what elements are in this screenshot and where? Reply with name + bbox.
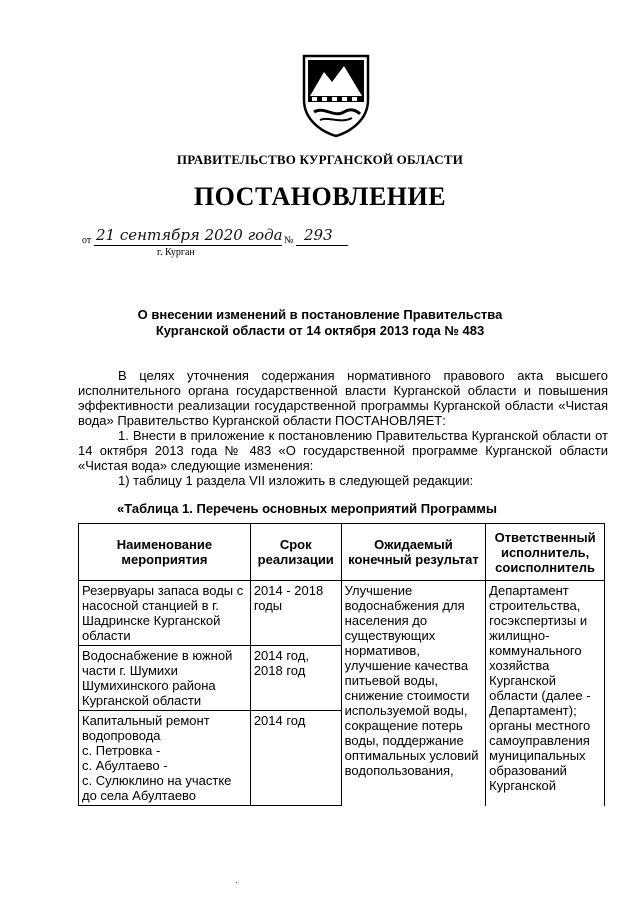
row-name: Капитальный ремонт водопровода с. Петровка - с. Абултаево - с. Сулюклино на участке до села Абултаево bbox=[79, 711, 251, 806]
handwritten-number: 293 bbox=[304, 226, 333, 244]
header-term: Срок реализации bbox=[250, 524, 341, 581]
header-responsible: Ответственный исполнитель, соисполнитель bbox=[486, 524, 605, 581]
measures-table bbox=[78, 523, 605, 806]
paragraph-2: 1. Внести в приложение к постановлению Правительства Курганской области от 14 октября 2013 года № 483 «О государственной программе Курганской области «Чистая вода» следующие изменения: bbox=[78, 428, 608, 473]
paragraph-3: 1) таблицу 1 раздела VII изложить в следующей редакции: bbox=[118, 473, 474, 488]
government-name: ПРАВИТЕЛЬСТВО КУРГАНСКОЙ ОБЛАСТИ bbox=[176, 152, 464, 167]
handwritten-date: 21 сентября 2020 года bbox=[96, 226, 283, 244]
table-header-row bbox=[79, 524, 605, 581]
row-name: Водоснабжение в южной части г. Шумихи Шумихинского района Курганской области bbox=[79, 646, 251, 711]
header-name: Наименование мероприятия bbox=[79, 524, 251, 581]
coat-of-arms-emblem bbox=[300, 52, 372, 138]
row-name: Резервуары запаса воды с насосной станцией в г. Шадринске Курганской области bbox=[79, 581, 251, 646]
row-term: 2014 - 2018 годы bbox=[250, 581, 341, 646]
table-row bbox=[79, 581, 605, 646]
title-line-2: Курганской области от 14 октября 2013 года № 483 bbox=[155, 323, 485, 338]
paragraph-1: В целях уточнения содержания нормативного правового акта высшего исполнительного органа государственной власти Курганской области и повышения эффективности реализации государственной программы Курганской области «Чистая вода» Правительство Курганской области ПОСТАНОВЛЯЕТ: bbox=[78, 368, 608, 428]
table-caption: «Таблица 1. Перечень основных мероприятий Программы bbox=[117, 501, 497, 516]
document-title bbox=[0, 307, 640, 339]
date-prefix: от bbox=[82, 235, 92, 246]
row-term: 2014 год bbox=[250, 711, 341, 806]
document-body bbox=[78, 368, 608, 488]
city: г. Курган bbox=[157, 247, 195, 258]
document-type: ПОСТАНОВЛЕНИЕ bbox=[193, 182, 447, 211]
responsible-executor: Департамент строительства, госэкспертизы и жилищно-коммунального хозяйства Курганской области (далее - Департамент); органы местного самоуправления муниципальных образований Курганской bbox=[486, 581, 605, 806]
header-result: Ожидаемый конечный результат bbox=[341, 524, 486, 581]
scan-speck bbox=[236, 882, 237, 883]
date-underline bbox=[94, 245, 282, 246]
title-line-1: О внесении изменений в постановление Правительства bbox=[137, 307, 503, 322]
number-prefix: № bbox=[284, 235, 294, 246]
expected-result: Улучшение водоснабжения для населения до существующих нормативов, улучшение качества питьевой воды, снижение стоимости используемой воды, сокращение потерь воды, поддержание оптимальных условий водопользования, bbox=[341, 581, 486, 806]
number-underline bbox=[296, 245, 348, 246]
row-term: 2014 год, 2018 год bbox=[250, 646, 341, 711]
date-number-line bbox=[82, 226, 382, 266]
